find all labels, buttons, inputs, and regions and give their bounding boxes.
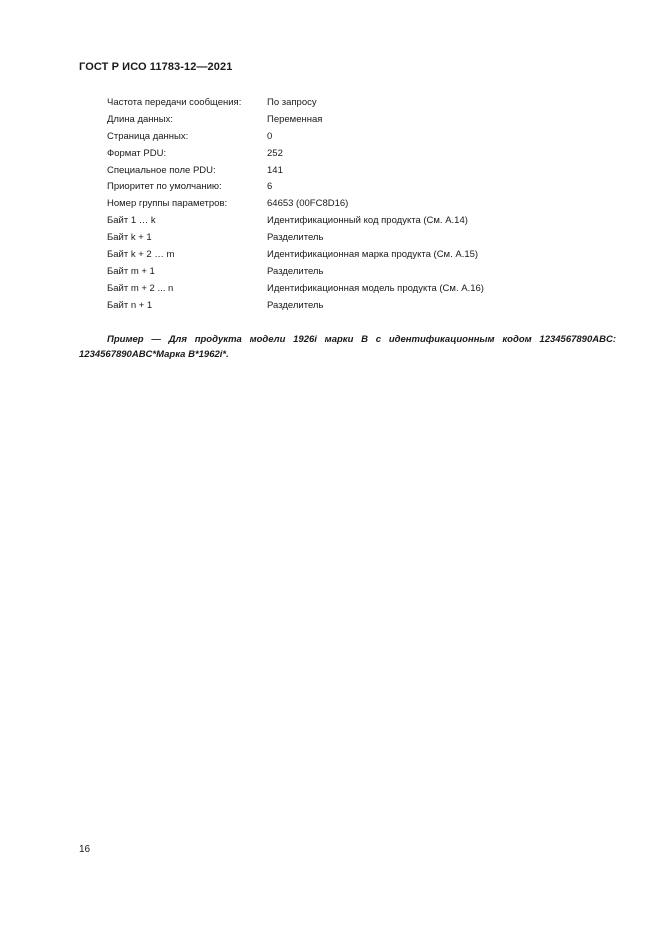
- param-name: Формат PDU:: [107, 147, 167, 159]
- param-row: [107, 229, 627, 246]
- param-value: Идентификационная модель продукта (См. А.16): [267, 282, 484, 294]
- param-value: 0: [267, 130, 273, 142]
- param-name: Байт 1 … k: [107, 215, 156, 227]
- param-row: [107, 128, 627, 145]
- param-name: Байт m + 2 ... n: [107, 282, 174, 294]
- parameter-table: [107, 94, 627, 314]
- param-name: Номер группы параметров:: [107, 198, 228, 210]
- param-name: Частота передачи сообщения:: [107, 96, 242, 108]
- param-name: Байт k + 1: [107, 232, 152, 244]
- param-value: Разделитель: [267, 265, 324, 277]
- param-row: [107, 212, 627, 229]
- param-row: [107, 94, 627, 111]
- param-value: Идентификационный код продукта (См. А.14): [267, 215, 468, 227]
- param-name: Специальное поле PDU:: [107, 164, 216, 176]
- param-name: Длина данных:: [107, 113, 173, 125]
- param-value: Разделитель: [267, 299, 324, 311]
- param-name: Байт k + 2 … m: [107, 248, 175, 260]
- param-value: Переменная: [267, 113, 323, 125]
- param-value: 141: [267, 164, 283, 176]
- example-paragraph: Пример — Для продукта модели 1926i марки B с идентификационным кодом 1234567890ABC: 1234567890ABC*Марка B*1962i*.: [79, 333, 616, 360]
- param-name: Байт m + 1: [107, 265, 155, 277]
- param-row: [107, 162, 627, 179]
- param-value: 252: [267, 147, 283, 159]
- param-value: По запросу: [267, 96, 317, 108]
- param-name: Страница данных:: [107, 130, 189, 142]
- param-row: [107, 111, 627, 128]
- param-row: [107, 263, 627, 280]
- param-row: [107, 297, 627, 314]
- param-name: Приоритет по умолчанию:: [107, 181, 222, 193]
- param-value: 6: [267, 181, 273, 193]
- param-row: [107, 246, 627, 263]
- page-number: 16: [79, 844, 91, 855]
- param-value: 64653 (00FC8D16): [267, 198, 349, 210]
- param-name: Байт n + 1: [107, 299, 153, 311]
- param-row: [107, 145, 627, 162]
- param-row: [107, 280, 627, 297]
- doc-code: ГОСТ Р ИСО 11783-12—2021: [79, 61, 233, 73]
- document-header: [79, 61, 232, 73]
- param-row: [107, 178, 627, 195]
- param-value: Идентификационная марка продукта (См. А.15): [267, 248, 479, 260]
- param-value: Разделитель: [267, 232, 324, 244]
- param-row: [107, 195, 627, 212]
